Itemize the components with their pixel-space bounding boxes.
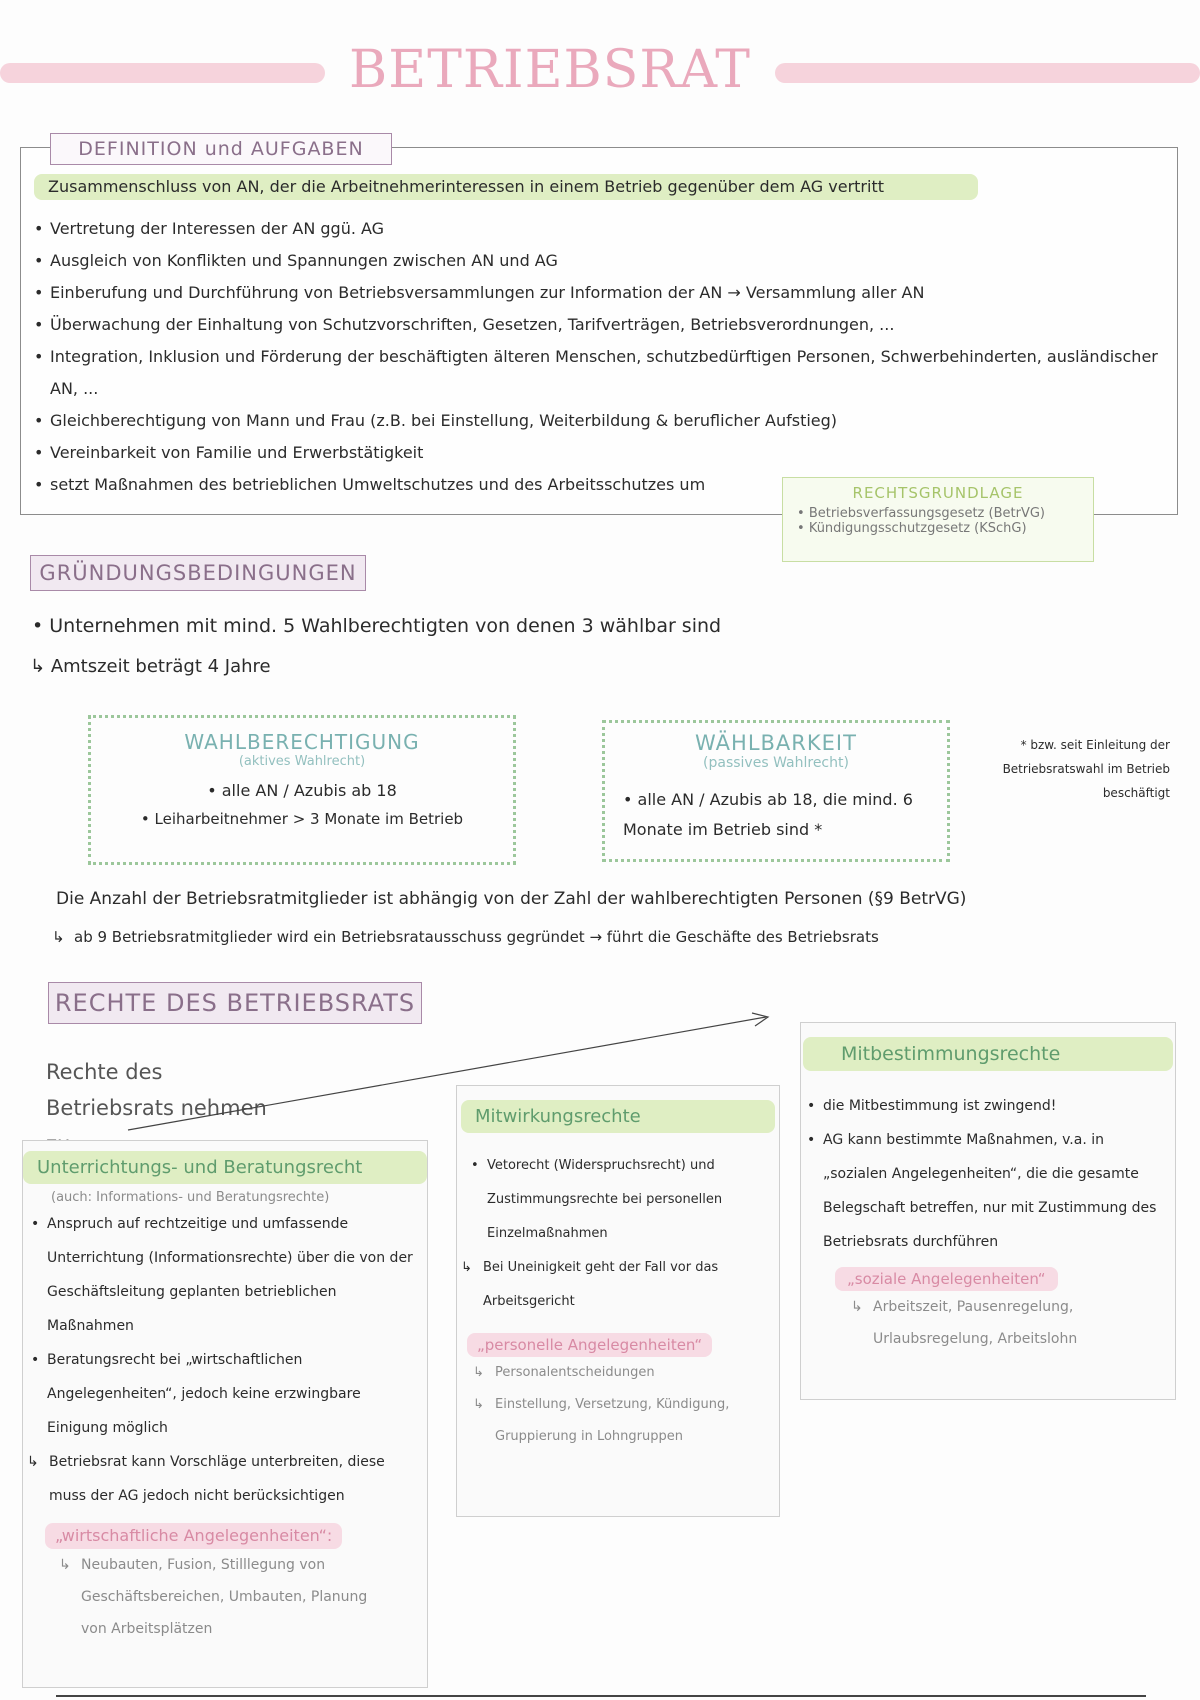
footnote: * bzw. seit Einleitung der Betriebsratswahl im Betrieb beschäftigt [1002,738,1170,800]
list-item: • Überwachung der Einhaltung von Schutzvorschriften, Gesetzen, Tarifverträgen, Betriebsverordnungen, ... [28,309,1168,341]
list-item: • Ausgleich von Konflikten und Spannungen zwischen AN und AG [28,245,1168,277]
rechte-heading: RECHTE DES BETRIEBSRATS [48,982,422,1024]
unterrichtung-tag: „wirtschaftliche Angelegenheiten“: [45,1523,342,1549]
rechte-note: Rechte des Betriebsrats nehmen [46,1060,267,1120]
list-item: • Integration, Inklusion und Förderung der beschäftigten älteren Menschen, schutzbedürftigen Personen, Schwerbehinderten, ausländischer AN, ... [28,341,1168,405]
unterrichtung-list [23,1205,427,1445]
mitwirkung-arrow: ↳ Bei Uneinigkeit geht der Fall vor das Arbeitsgericht [457,1251,779,1319]
unterrichtung-arrow: ↳ Betriebsrat kann Vorschläge unterbreiten, diese muss der AG jedoch nicht berücksichtigen [23,1445,427,1513]
wahlberechtigung-item: • Leiharbeitnehmer > 3 Monate im Betrieb [140,810,464,828]
list-item: • Vertretung der Interessen der AN ggü. AG [28,213,1168,245]
mitbestimmung-card [800,1022,1176,1400]
list-item: • Vereinbarkeit von Familie und Erwerbstätigkeit [28,437,1168,469]
list-item: • Einberufung und Durchführung von Betriebsversammlungen zur Information der AN → Versammlung aller AN [28,277,1168,309]
mitwirkung-card [456,1085,780,1517]
bottom-divider [56,1695,1146,1697]
list-item: • setzt Maßnahmen des betrieblichen Umweltschutzes und des Arbeitsschutzes um [28,469,1168,501]
mitwirkung-tag: „personelle Angelegenheiten“ [467,1333,712,1357]
anzahl-text: Die Anzahl der Betriebsratmitglieder ist abhängig von der Zahl der wahlberechtigten Personen (§9 BetrVG) [56,889,967,909]
wahlberechtigung-title: WAHLBERECHTIGUNG [184,730,420,754]
wahlberechtigung-subtitle: (aktives Wahlrecht) [238,754,366,769]
rechtsgrundlage-item: • Kündigungsschutzgesetz (KSchG) [797,521,1027,536]
waehlbarkeit-subtitle: (passives Wahlrecht) [703,755,849,771]
list-item: • Anspruch auf rechtzeitige und umfassende Unterrichtung (Informationsrechte) über die von der Geschäftsleitung geplanten betrieblichen Maßnahmen [25,1207,413,1343]
anzahl-arrow-text: ↳ ab 9 Betriebsratmitglieder wird ein Betriebsratausschuss gegründet → führt die Geschäfte des Betriebsrats [48,928,1194,946]
mitbestimmung-tag-detail: ↳ Arbeitszeit, Pausenregelung, Urlaubsregelung, Arbeitslohn [847,1291,1175,1355]
mitwirkung-tag-detail: ↳ Einstellung, Versetzung, Kündigung, Gruppierung in Lohngruppen [469,1389,779,1453]
page-title: BETRIEBSRAT [349,40,751,100]
unterrichtung-card [22,1140,428,1688]
definition-summary: Zusammenschluss von AN, der die Arbeitnehmerinteressen in einem Betrieb gegenüber dem AG vertritt [34,174,978,200]
mitwirkung-tag-detail: ↳ Personalentscheidungen [469,1357,779,1389]
definition-heading: DEFINITION und AUFGABEN [50,133,392,165]
waehlbarkeit-title: WÄHLBARKEIT [695,731,857,755]
rechtsgrundlage-item: • Betriebsverfassungsgesetz (BetrVG) [797,506,1045,521]
list-item: • Gleichberechtigung von Mann und Frau (z.B. bei Einstellung, Weiterbildung & beruflicher Aufstieg) [28,405,1168,437]
gruendung-heading: GRÜNDUNGSBEDINGUNGEN [30,555,366,591]
mitbestimmung-list [801,1071,1175,1259]
unterrichtung-tag-detail: ↳ Neubauten, Fusion, Stilllegung von Geschäftsbereichen, Umbauten, Planung von Arbeitsplätzen [55,1549,427,1645]
unterrichtung-title: Unterrichtungs- und Beratungsrecht [23,1151,427,1184]
mitbestimmung-title: Mitbestimmungsrechte [803,1037,1173,1071]
mitwirkung-title: Mitwirkungsrechte [461,1100,775,1133]
mitbestimmung-tag: „soziale Angelegenheiten“ [835,1267,1058,1291]
rechtsgrundlage-heading: RECHTSGRUNDLAGE [852,484,1024,502]
wahlberechtigung-item: • alle AN / Azubis ab 18 [207,781,397,800]
waehlbarkeit-item: • alle AN / Azubis ab 18, die mind. 6 Monate im Betrieb sind * [623,790,913,839]
gruendung-line1: • Unternehmen mit mind. 5 Wahlberechtigten von denen 3 wählbar sind [32,615,722,637]
mitwirkung-list [457,1133,779,1251]
list-item: • AG kann bestimmte Maßnahmen, v.a. in „sozialen Angelegenheiten“, die die gesamte Belegschaft betreffen, nur mit Zustimmung des Betriebsrats durchführen [801,1123,1163,1259]
unterrichtung-sub: (auch: Informations- und Beratungsrechte) [51,1190,330,1205]
list-item: • die Mitbestimmung ist zwingend! [801,1089,1163,1123]
list-item: • Vetorecht (Widerspruchsrecht) und Zustimmungsrechte bei personellen Einzelmaßnahmen [465,1149,765,1251]
gruendung-line2: ↳ Amtszeit beträgt 4 Jahre [30,656,271,677]
list-item: • Beratungsrecht bei „wirtschaftlichen Angelegenheiten“, jedoch keine erzwingbare Einigung möglich [25,1343,413,1445]
